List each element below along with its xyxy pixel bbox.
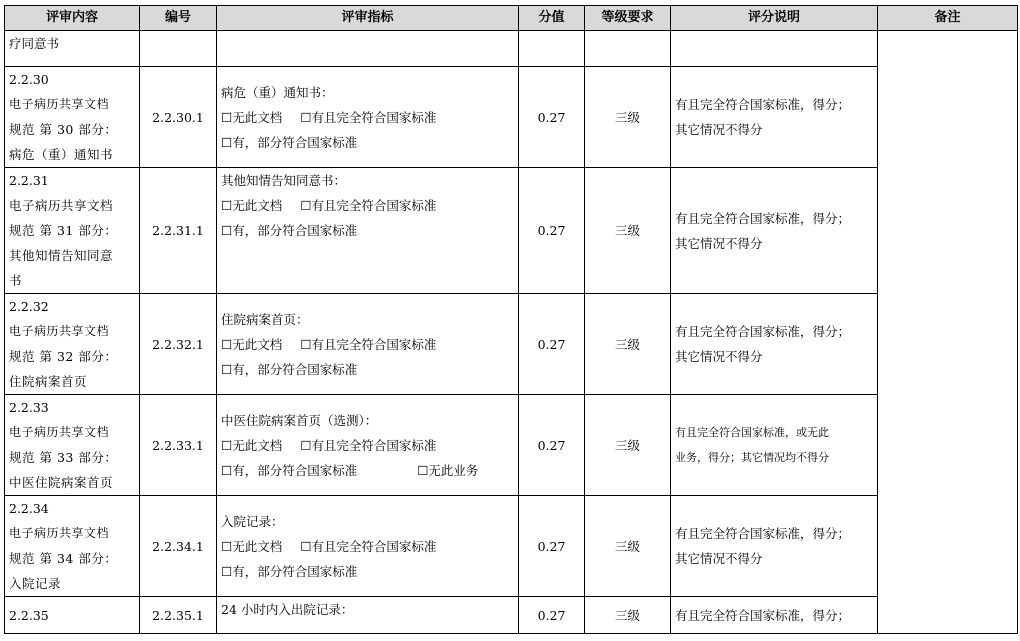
header-code: 编号: [140, 6, 217, 31]
content-text: 疗同意书: [9, 36, 60, 51]
explanation-cell: [671, 31, 878, 67]
score-cell: 0.27: [519, 67, 585, 168]
level-cell: 三级: [585, 496, 671, 597]
indicator-cell: [217, 496, 519, 597]
header-content: 评审内容: [5, 6, 140, 31]
table-row: [5, 294, 1018, 395]
indicator-cell: [217, 597, 519, 634]
option-no-document[interactable]: ☐无此文档: [221, 538, 283, 554]
explanation-cell: 有且完全符合国家标准，得分； 其它情况不得分: [671, 168, 878, 294]
content-cell: 2.2.35: [5, 597, 140, 634]
option-partially-compliant[interactable]: ☐有，部分符合国家标准: [221, 563, 358, 579]
score-cell: 0.27: [519, 294, 585, 395]
option-partially-compliant[interactable]: ☐有，部分符合国家标准: [221, 462, 358, 478]
option-no-document[interactable]: ☐无此文档: [221, 198, 283, 213]
score-cell: 0.27: [519, 597, 585, 634]
content-cell: 2.2.30 电子病历共享文档 规范 第 30 部分： 病危（重）通知书: [5, 67, 140, 168]
option-no-business[interactable]: ☐无此业务: [417, 462, 479, 478]
indicator-cell: [217, 67, 519, 168]
table-row: [5, 67, 1018, 168]
code-cell: 2.2.33.1: [140, 395, 217, 496]
code-cell: 2.2.31.1: [140, 168, 217, 294]
indicator-cell: [217, 31, 519, 67]
level-cell: 三级: [585, 294, 671, 395]
option-fully-compliant[interactable]: ☐有且完全符合国家标准: [300, 336, 437, 352]
option-fully-compliant[interactable]: ☐有且完全符合国家标准: [300, 538, 437, 554]
indicator-cell: [217, 395, 519, 496]
option-no-document[interactable]: ☐无此文档: [221, 336, 283, 352]
code-cell: 2.2.32.1: [140, 294, 217, 395]
table-row: [5, 168, 1018, 294]
option-fully-compliant[interactable]: ☐有且完全符合国家标准: [300, 198, 437, 213]
indicator-cell: [217, 294, 519, 395]
option-partially-compliant[interactable]: ☐有，部分符合国家标准: [221, 134, 358, 150]
code-cell: 2.2.30.1: [140, 67, 217, 168]
header-explanation: 评分说明: [671, 6, 878, 31]
table-row: [5, 597, 1018, 634]
score-cell: 0.27: [519, 395, 585, 496]
content-cell: 2.2.34 电子病历共享文档 规范 第 34 部分： 入院记录: [5, 496, 140, 597]
level-cell: 三级: [585, 597, 671, 634]
score-cell: [519, 31, 585, 67]
option-partially-compliant[interactable]: ☐有，部分符合国家标准: [221, 361, 358, 377]
explanation-cell: 有且完全符合国家标准，得分；: [671, 597, 878, 634]
explanation-cell: 有且完全符合国家标准，得分； 其它情况不得分: [671, 294, 878, 395]
evaluation-table: [4, 5, 1018, 634]
level-cell: [585, 31, 671, 67]
indicator-title: 其他知情告知同意书：: [221, 173, 347, 188]
content-cell: [5, 31, 140, 67]
table-row: [5, 395, 1018, 496]
option-partially-compliant[interactable]: ☐有，部分符合国家标准: [221, 223, 358, 238]
option-fully-compliant[interactable]: ☐有且完全符合国家标准: [300, 109, 437, 125]
option-no-document[interactable]: ☐无此文档: [221, 109, 283, 125]
header-indicator: 评审指标: [217, 6, 519, 31]
option-fully-compliant[interactable]: ☐有且完全符合国家标准: [300, 437, 437, 453]
indicator-title: 中医住院病案首页（选测）：: [221, 412, 378, 428]
content-cell: 2.2.33 电子病历共享文档 规范 第 33 部分： 中医住院病案首页: [5, 395, 140, 496]
level-cell: 三级: [585, 168, 671, 294]
header-score: 分值: [519, 6, 585, 31]
indicator-title: 入院记录：: [221, 513, 284, 529]
remark-cell: [878, 31, 1018, 634]
score-cell: 0.27: [519, 496, 585, 597]
header-remark: 备注: [878, 6, 1018, 31]
level-cell: 三级: [585, 395, 671, 496]
explanation-cell: 有且完全符合国家标准，或无此 业务，得分；其它情况均不得分: [671, 395, 878, 496]
header-row: [5, 6, 1018, 31]
code-cell: 2.2.34.1: [140, 496, 217, 597]
indicator-title: 24 小时内入出院记录：: [221, 602, 354, 617]
indicator-title: 病危（重）通知书：: [221, 84, 334, 100]
level-cell: 三级: [585, 67, 671, 168]
explanation-cell: 有且完全符合国家标准，得分； 其它情况不得分: [671, 67, 878, 168]
indicator-cell: [217, 168, 519, 294]
content-cell: 2.2.32 电子病历共享文档 规范 第 32 部分： 住院病案首页: [5, 294, 140, 395]
option-no-document[interactable]: ☐无此文档: [221, 437, 283, 453]
table-row: [5, 31, 1018, 67]
explanation-cell: 有且完全符合国家标准，得分； 其它情况不得分: [671, 496, 878, 597]
code-cell: 2.2.35.1: [140, 597, 217, 634]
content-cell: 2.2.31 电子病历共享文档 规范 第 31 部分： 其他知情告知同意 书: [5, 168, 140, 294]
indicator-title: 住院病案首页：: [221, 311, 309, 327]
score-cell: 0.27: [519, 168, 585, 294]
table-row: [5, 496, 1018, 597]
header-level: 等级要求: [585, 6, 671, 31]
code-cell: [140, 31, 217, 67]
